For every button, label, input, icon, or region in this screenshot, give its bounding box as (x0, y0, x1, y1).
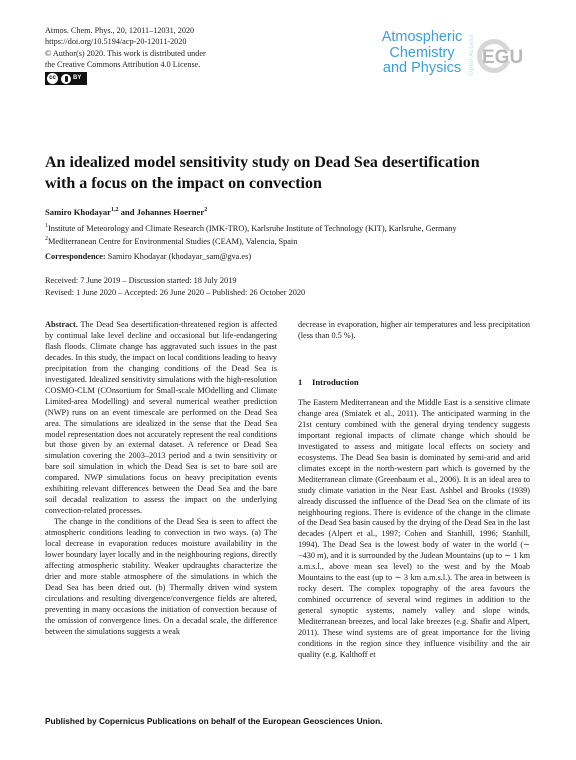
section-title: Introduction (312, 377, 359, 387)
copyright-line: © Author(s) 2020. This work is distributed under (45, 48, 206, 58)
abstract-paragraph-1 (45, 320, 277, 517)
cc-by-license-badge[interactable] (45, 72, 87, 85)
author-2: and Johannes Hoerner (118, 207, 205, 217)
article-title-line-1: An idealized model sensitivity study on Dead Sea desertification (45, 154, 480, 171)
correspondence-label: Correspondence: (45, 252, 106, 261)
correspondence-contact[interactable]: Samiro Khodayar (khodayar_sam@gva.es) (105, 252, 252, 261)
license-line: the Creative Commons Attribution 4.0 License. (45, 59, 201, 69)
abstract-column (45, 320, 277, 638)
cc-by-label: BY (73, 75, 82, 82)
affiliation-2-mark: 2 (45, 236, 48, 243)
journal-name-line-3: and Physics (382, 60, 462, 76)
cc-icon: cc (47, 73, 58, 84)
abstract-paragraph-2: The change in the conditions of the Dead Sea is seen to affect the atmospheric conditions leading to convection in two ways. (a) The local decrease in evaporation reduces moisture availability in the lower boundary layer locally and in the neighbouring regions, directly affecting atmospheric stability. Weaker updraughts characterize the drier and more stable atmosphere of the simulations in which the Dead Sea has been dried out. (b) Thermally driven wind system circulations and resulting divergence/convergence fields are altered, preventing in many occasions the initiation of convection because of the omission of convergence lines. On a decadal scale, the difference between the simulations suggests a weak (45, 517, 277, 636)
affiliation-1-text: Institute of Meteorology and Climate Research (IMK-TRO), Karlsruhe Institute of Technology (KIT), Karlsruhe, Germany (48, 223, 457, 233)
citation: Atmos. Chem. Phys., 20, 12011–12031, 2020 (45, 26, 195, 35)
journal-name-line-1: Atmospheric (381, 29, 463, 45)
dates-line-1: Received: 7 June 2019 – Discussion started: 18 July 2019 (45, 276, 237, 285)
affiliation-2 (45, 234, 456, 247)
publisher-footer: Published by Copernicus Publications on behalf of the European Geosciences Union. (45, 716, 383, 726)
author-1-affil-marks: 1,2 (110, 207, 119, 214)
author-1: Samiro Khodayar (45, 207, 111, 217)
publication-dates (45, 275, 305, 299)
author-list (45, 207, 207, 217)
affiliations (45, 221, 456, 247)
article-title (45, 153, 515, 194)
egu-logo-text: EGU (482, 47, 524, 68)
author-2-affil-marks: 2 (204, 207, 208, 214)
abstract-label: Abstract. (45, 320, 78, 329)
doi-link[interactable]: https://doi.org/10.5194/acp-20-12011-2020 (45, 37, 187, 47)
correspondence (45, 252, 251, 261)
introduction-body: The Eastern Mediterranean and the Middle East is a sensitive climate change area (Smiatek et al., 2011). The anticipated warming in the 21st century combined with the general drying tendency suggests important regional impacts of climate change which should be investigated to assess and mitigate local effects on society and ecosystems. The Dead Sea basin is dominated by semi-arid and arid climates except in the north-western part which is governed by the Mediterranean climate (Greenbaum et al., 2006). It is an ideal area to study climate variation in the Near East. Ashbel and Brooks (1939) already discussed the influence of the Dead Sea on the climate of its neighbouring regions. There is evidence of the change in the climate of the Dead Sea basin caused by the drying of the Dead Sea in the last decades (Alpert et al., 1997; Cohen and Stanhill, 1996; Stanhill, 1994). The Dead Sea is the lowest body of water in the world (∼ −430 m), and it is surrounded by the Judean Mountains (up to ∼ 1 km a.m.s.l., above mean sea level) to the west and by the Moab Mountains to the east (up to ∼ 3 km a.m.s.l.). The area in between is rocky desert. The complex topography of the area favours the combined occurrence of several wind regimes in addition to the general synoptic systems, namely valley and slope winds, Mediterranean breezes, and local lake breezes (e.g. Shafir and Alpert, 2011). These wind systems are of great importance for the living conditions in the region since they influence visibility and the air quality (e.g. Kalthoff et (298, 398, 530, 659)
abstract-paragraph-1-text: The Dead Sea desertification-threatened region is affected by continual lake level decline and occasional but life-endangering flash floods. Climate change has aggravated such issues in the past decades. In this study, the impact on local conditions leading to heavy precipitation from the changing conditions of the Dead Sea is investigated. Idealized sensitivity simulations with the high-resolution COSMO-CLM (COnsortium for Small-scale MOdelling and Climate Limited-area Modelling) and several numerical weather prediction (NWP) runs on an event timescale are performed on the Dead Sea area. The simulations are idealized in the sense that the Dead Sea model representation does not accurately represent the real conditions but those given by an external dataset. A reference or Dead Sea simulation covering the 2003–2013 period and a twin sensitivity or bare soil simulation in which the Dead Sea is set to bare soil are compared. NWP simulations focus on heavy precipitation events exhibiting relevant differences between the Dead Sea and the bare soil decadal realization to assess the impact on the underlying convection-related processes. (45, 320, 277, 516)
article-title-line-2: with a focus on the impact on convection (45, 174, 322, 192)
open-access-label: Open Access (468, 34, 475, 76)
section-heading-introduction (298, 377, 359, 387)
abstract-paragraph-3: decrease in evaporation, higher air temperatures and less precipitation (less than 0.5 %). (298, 320, 530, 340)
article-metadata (45, 25, 206, 85)
section-number: 1 (298, 377, 303, 387)
affiliation-1 (45, 221, 456, 234)
journal-name (372, 30, 472, 77)
egu-logo (476, 33, 528, 79)
abstract-continuation (298, 320, 530, 342)
affiliation-2-text: Mediterranean Centre for Environmental Studies (CEAM), Valencia, Spain (48, 236, 298, 246)
dates-line-2: Revised: 1 June 2020 – Accepted: 26 June 2020 – Published: 26 October 2020 (45, 288, 306, 297)
journal-name-line-2: Chemistry (389, 44, 455, 61)
affiliation-1-mark: 1 (45, 223, 48, 229)
attribution-person-icon (61, 74, 71, 84)
